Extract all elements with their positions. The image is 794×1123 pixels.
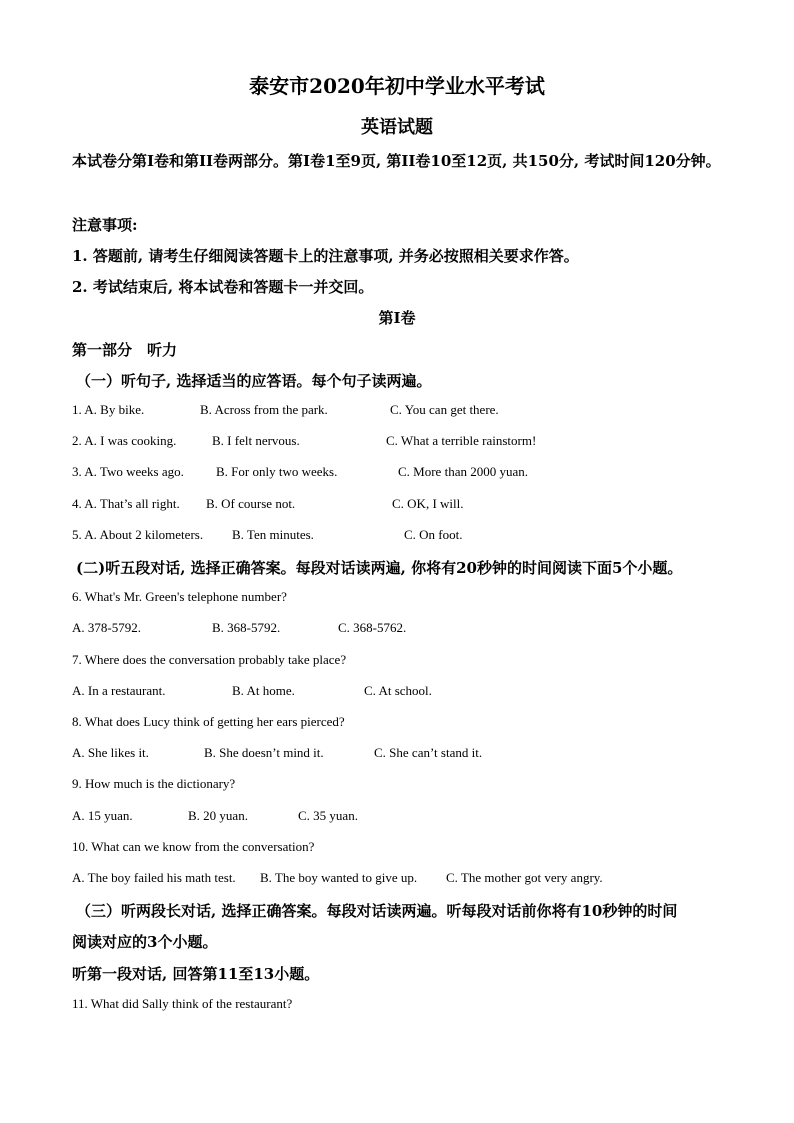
- section3-instruction-line2: 阅读对应的3个小题。: [72, 933, 218, 951]
- option-c: C. OK, I will.: [392, 496, 464, 511]
- option-b: B. At home.: [232, 683, 295, 698]
- option-a: 5. A. About 2 kilometers.: [72, 527, 204, 542]
- option-a: A. She likes it.: [72, 745, 149, 760]
- option-b: B. 20 yuan.: [188, 808, 248, 823]
- exam-title: 泰安市2020年初中学业水平考试: [249, 74, 545, 98]
- option-c: C. 368-5762.: [338, 620, 407, 635]
- option-b: B. I felt nervous.: [212, 433, 300, 448]
- option-c: C. The mother got very angry.: [446, 870, 603, 885]
- option-b: B. For only two weeks.: [216, 464, 338, 479]
- notice-item-2: 2. 考试结束后, 将本试卷和答题卡一并交回。: [72, 278, 374, 296]
- option-b: B. Ten minutes.: [232, 527, 314, 542]
- option-c: C. 35 yuan.: [298, 808, 358, 823]
- option-c: C. More than 2000 yuan.: [398, 464, 528, 479]
- option-a: A. In a restaurant.: [72, 683, 166, 698]
- option-c: C. She can’t stand it.: [374, 745, 483, 760]
- option-b: B. 368-5792.: [212, 620, 281, 635]
- option-b: B. The boy wanted to give up.: [260, 870, 418, 885]
- volume-heading: 第I卷: [378, 309, 416, 327]
- question-text: 10. What can we know from the conversation?: [72, 839, 315, 854]
- question-text: 9. How much is the dictionary?: [72, 776, 236, 791]
- part1-title: 第一部分 听力: [72, 341, 178, 359]
- notice-label: 注意事项:: [72, 216, 138, 234]
- section2-instruction: (二)听五段对话, 选择正确答案。每段对话读两遍, 你将有20秒钟的时间阅读下面5个小题。: [76, 559, 683, 577]
- question-text: 6. What's Mr. Green's telephone number?: [72, 589, 287, 604]
- option-a: 2. A. I was cooking.: [72, 433, 177, 448]
- exam-intro: 本试卷分第I卷和第II卷两部分。第I卷1至9页, 第II卷10至12页, 共150分, 考试时间120分钟。: [72, 152, 721, 170]
- dialog1-instruction: 听第一段对话, 回答第11至13小题。: [72, 965, 320, 983]
- question-text: 7. Where does the conversation probably take place?: [72, 652, 347, 667]
- option-a: 3. A. Two weeks ago.: [72, 464, 184, 479]
- option-b: B. Across from the park.: [200, 402, 328, 417]
- section1-instruction: （一）听句子, 选择适当的应答语。每个句子读两遍。: [76, 372, 432, 390]
- question-text: 8. What does Lucy think of getting her ears pierced?: [72, 714, 345, 729]
- question-text: 11. What did Sally think of the restaurant?: [72, 996, 293, 1011]
- option-b: B. She doesn’t mind it.: [204, 745, 324, 760]
- option-b: B. Of course not.: [206, 496, 296, 511]
- option-c: C. You can get there.: [390, 402, 499, 417]
- option-c: C. What a terrible rainstorm!: [386, 433, 537, 448]
- option-a: A. 378-5792.: [72, 620, 141, 635]
- exam-subtitle: 英语试题: [361, 117, 433, 138]
- option-a: A. The boy failed his math test.: [72, 870, 236, 885]
- option-a: A. 15 yuan.: [72, 808, 133, 823]
- option-c: C. On foot.: [404, 527, 463, 542]
- option-c: C. At school.: [364, 683, 432, 698]
- section3-instruction-line1: （三）听两段长对话, 选择正确答案。每段对话读两遍。听每段对话前你将有10秒钟的时间: [76, 902, 678, 920]
- option-a: 1. A. By bike.: [72, 402, 145, 417]
- notice-item-1: 1. 答题前, 请考生仔细阅读答题卡上的注意事项, 并务必按照相关要求作答。: [72, 247, 579, 265]
- option-a: 4. A. That’s all right.: [72, 496, 180, 511]
